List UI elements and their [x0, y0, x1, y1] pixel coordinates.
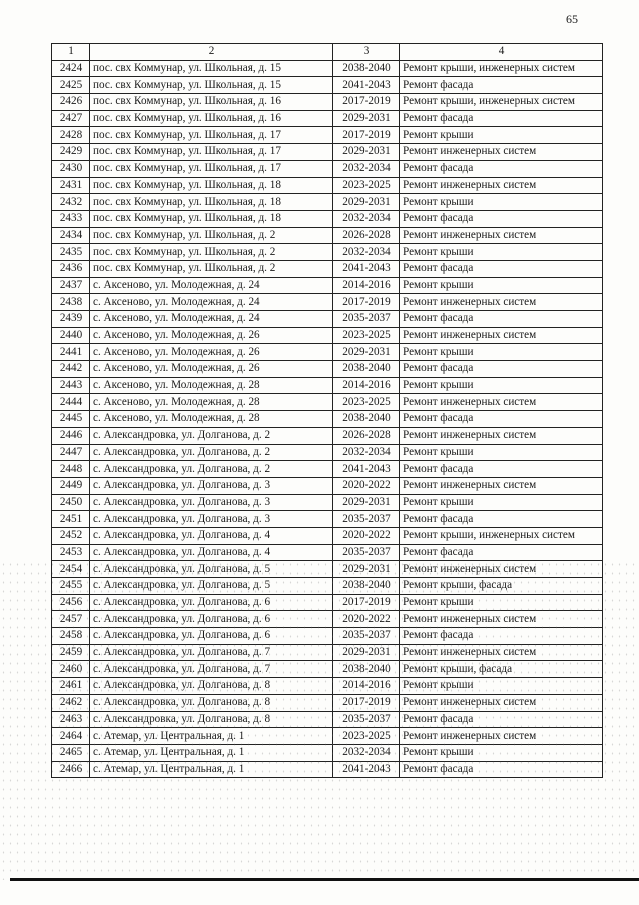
address-cell: с. Александровка, ул. Долганова, д. 5 — [90, 561, 333, 578]
work-type-cell: Ремонт фасада — [400, 210, 603, 227]
work-type-cell: Ремонт фасада — [400, 628, 603, 645]
work-type-cell: Ремонт фасада — [400, 260, 603, 277]
address-cell: пос. свх Коммунар, ул. Школьная, д. 18 — [90, 210, 333, 227]
years-cell: 2017-2019 — [333, 294, 400, 311]
address-cell: с. Александровка, ул. Долганова, д. 7 — [90, 661, 333, 678]
work-type-cell: Ремонт фасада — [400, 544, 603, 561]
work-type-cell: Ремонт крыши — [400, 194, 603, 211]
row-number-cell: 2453 — [52, 544, 90, 561]
years-cell: 2035-2037 — [333, 711, 400, 728]
address-cell: с. Аксеново, ул. Молодежная, д. 24 — [90, 294, 333, 311]
work-type-cell: Ремонт фасада — [400, 461, 603, 478]
address-cell: с. Аксеново, ул. Молодежная, д. 24 — [90, 277, 333, 294]
table-row — [52, 394, 603, 411]
header-col-1: 1 — [52, 44, 90, 61]
address-cell: с. Александровка, ул. Долганова, д. 5 — [90, 578, 333, 595]
header-col-3: 3 — [333, 44, 400, 61]
table-row — [52, 578, 603, 595]
work-type-cell: Ремонт фасада — [400, 711, 603, 728]
row-number-cell: 2438 — [52, 294, 90, 311]
address-cell: пос. свх Коммунар, ул. Школьная, д. 2 — [90, 260, 333, 277]
years-cell: 2023-2025 — [333, 394, 400, 411]
table-row — [52, 711, 603, 728]
years-cell: 2023-2025 — [333, 728, 400, 745]
address-cell: с. Аксеново, ул. Молодежная, д. 24 — [90, 311, 333, 328]
years-cell: 2035-2037 — [333, 311, 400, 328]
table-row — [52, 144, 603, 161]
table-row — [52, 427, 603, 444]
work-type-cell: Ремонт крыши — [400, 678, 603, 695]
row-number-cell: 2462 — [52, 694, 90, 711]
work-type-cell: Ремонт крыши, инженерных систем — [400, 94, 603, 111]
work-type-cell: Ремонт крыши — [400, 444, 603, 461]
address-cell: с. Александровка, ул. Долганова, д. 4 — [90, 544, 333, 561]
row-number-cell: 2440 — [52, 327, 90, 344]
row-number-cell: 2447 — [52, 444, 90, 461]
work-type-cell: Ремонт крыши — [400, 244, 603, 261]
table-row — [52, 594, 603, 611]
address-cell: с. Александровка, ул. Долганова, д. 8 — [90, 678, 333, 695]
table-row — [52, 527, 603, 544]
table-row — [52, 160, 603, 177]
years-cell: 2041-2043 — [333, 77, 400, 94]
years-cell: 2032-2034 — [333, 744, 400, 761]
years-cell: 2020-2022 — [333, 611, 400, 628]
table-row — [52, 644, 603, 661]
scan-edge-line — [10, 878, 639, 881]
row-number-cell: 2435 — [52, 244, 90, 261]
address-cell: пос. свх Коммунар, ул. Школьная, д. 16 — [90, 110, 333, 127]
years-cell: 2035-2037 — [333, 628, 400, 645]
work-type-cell: Ремонт инженерных систем — [400, 561, 603, 578]
row-number-cell: 2429 — [52, 144, 90, 161]
work-type-cell: Ремонт фасада — [400, 77, 603, 94]
header-col-4: 4 — [400, 44, 603, 61]
work-type-cell: Ремонт крыши — [400, 127, 603, 144]
work-type-cell: Ремонт крыши — [400, 377, 603, 394]
table-row — [52, 728, 603, 745]
address-cell: с. Александровка, ул. Долганова, д. 7 — [90, 644, 333, 661]
address-cell: пос. свх Коммунар, ул. Школьная, д. 15 — [90, 77, 333, 94]
table-row — [52, 461, 603, 478]
table-row — [52, 311, 603, 328]
row-number-cell: 2466 — [52, 761, 90, 778]
work-type-cell: Ремонт инженерных систем — [400, 294, 603, 311]
table-row — [52, 494, 603, 511]
table-row — [52, 361, 603, 378]
address-cell: пос. свх Коммунар, ул. Школьная, д. 18 — [90, 194, 333, 211]
years-cell: 2023-2025 — [333, 177, 400, 194]
row-number-cell: 2434 — [52, 227, 90, 244]
row-number-cell: 2446 — [52, 427, 90, 444]
address-cell: с. Аксеново, ул. Молодежная, д. 26 — [90, 327, 333, 344]
years-cell: 2014-2016 — [333, 678, 400, 695]
address-cell: пос. свх Коммунар, ул. Школьная, д. 15 — [90, 60, 333, 77]
work-type-cell: Ремонт крыши — [400, 277, 603, 294]
row-number-cell: 2428 — [52, 127, 90, 144]
table-row — [52, 327, 603, 344]
header-row — [52, 44, 603, 61]
row-number-cell: 2459 — [52, 644, 90, 661]
row-number-cell: 2463 — [52, 711, 90, 728]
row-number-cell: 2432 — [52, 194, 90, 211]
row-number-cell: 2426 — [52, 94, 90, 111]
address-cell: с. Аксеново, ул. Молодежная, д. 28 — [90, 394, 333, 411]
work-type-cell: Ремонт крыши — [400, 494, 603, 511]
row-number-cell: 2441 — [52, 344, 90, 361]
table-row — [52, 277, 603, 294]
work-type-cell: Ремонт инженерных систем — [400, 644, 603, 661]
table-row — [52, 194, 603, 211]
address-cell: с. Аксеново, ул. Молодежная, д. 28 — [90, 411, 333, 428]
years-cell: 2041-2043 — [333, 260, 400, 277]
address-cell: пос. свх Коммунар, ул. Школьная, д. 17 — [90, 160, 333, 177]
row-number-cell: 2456 — [52, 594, 90, 611]
row-number-cell: 2464 — [52, 728, 90, 745]
address-cell: с. Александровка, ул. Долганова, д. 8 — [90, 694, 333, 711]
table-row — [52, 127, 603, 144]
header-col-2: 2 — [90, 44, 333, 61]
table-row — [52, 94, 603, 111]
address-cell: с. Александровка, ул. Долганова, д. 3 — [90, 511, 333, 528]
years-cell: 2032-2034 — [333, 444, 400, 461]
table-row — [52, 227, 603, 244]
address-cell: с. Александровка, ул. Долганова, д. 3 — [90, 477, 333, 494]
work-type-cell: Ремонт фасада — [400, 411, 603, 428]
address-cell: с. Аксеново, ул. Молодежная, д. 28 — [90, 377, 333, 394]
years-cell: 2038-2040 — [333, 411, 400, 428]
row-number-cell: 2451 — [52, 511, 90, 528]
years-cell: 2029-2031 — [333, 194, 400, 211]
work-type-cell: Ремонт крыши — [400, 344, 603, 361]
row-number-cell: 2460 — [52, 661, 90, 678]
row-number-cell: 2452 — [52, 527, 90, 544]
row-number-cell: 2431 — [52, 177, 90, 194]
row-number-cell: 2445 — [52, 411, 90, 428]
table-row — [52, 60, 603, 77]
table-row — [52, 260, 603, 277]
years-cell: 2038-2040 — [333, 60, 400, 77]
address-cell: пос. свх Коммунар, ул. Школьная, д. 16 — [90, 94, 333, 111]
table-row — [52, 444, 603, 461]
table-row — [52, 561, 603, 578]
years-cell: 2032-2034 — [333, 244, 400, 261]
row-number-cell: 2444 — [52, 394, 90, 411]
years-cell: 2017-2019 — [333, 694, 400, 711]
table-row — [52, 611, 603, 628]
years-cell: 2035-2037 — [333, 544, 400, 561]
years-cell: 2038-2040 — [333, 361, 400, 378]
page-number: 65 — [566, 12, 578, 26]
work-type-cell: Ремонт фасада — [400, 361, 603, 378]
work-type-cell: Ремонт инженерных систем — [400, 177, 603, 194]
table-row — [52, 294, 603, 311]
row-number-cell: 2436 — [52, 260, 90, 277]
years-cell: 2020-2022 — [333, 527, 400, 544]
years-cell: 2038-2040 — [333, 578, 400, 595]
work-type-cell: Ремонт фасада — [400, 761, 603, 778]
work-type-cell: Ремонт фасада — [400, 311, 603, 328]
table-row — [52, 511, 603, 528]
table-row — [52, 761, 603, 778]
address-cell: с. Атемар, ул. Центральная, д. 1 — [90, 761, 333, 778]
table-row — [52, 244, 603, 261]
work-type-cell: Ремонт крыши, инженерных систем — [400, 527, 603, 544]
years-cell: 2041-2043 — [333, 761, 400, 778]
row-number-cell: 2427 — [52, 110, 90, 127]
address-cell: пос. свх Коммунар, ул. Школьная, д. 17 — [90, 127, 333, 144]
table-row — [52, 744, 603, 761]
work-type-cell: Ремонт инженерных систем — [400, 227, 603, 244]
address-cell: с. Александровка, ул. Долганова, д. 8 — [90, 711, 333, 728]
table-row — [52, 210, 603, 227]
table-row — [52, 177, 603, 194]
years-cell: 2026-2028 — [333, 427, 400, 444]
years-cell: 2029-2031 — [333, 644, 400, 661]
years-cell: 2032-2034 — [333, 160, 400, 177]
years-cell: 2029-2031 — [333, 110, 400, 127]
work-type-cell: Ремонт крыши — [400, 744, 603, 761]
row-number-cell: 2454 — [52, 561, 90, 578]
years-cell: 2029-2031 — [333, 494, 400, 511]
row-number-cell: 2443 — [52, 377, 90, 394]
work-type-cell: Ремонт крыши, фасада — [400, 661, 603, 678]
table-row — [52, 477, 603, 494]
years-cell: 2023-2025 — [333, 327, 400, 344]
row-number-cell: 2457 — [52, 611, 90, 628]
work-type-cell: Ремонт крыши, фасада — [400, 578, 603, 595]
table-row — [52, 377, 603, 394]
table-row — [52, 110, 603, 127]
address-cell: с. Александровка, ул. Долганова, д. 2 — [90, 461, 333, 478]
row-number-cell: 2461 — [52, 678, 90, 695]
work-type-cell: Ремонт инженерных систем — [400, 694, 603, 711]
work-type-cell: Ремонт инженерных систем — [400, 728, 603, 745]
years-cell: 2029-2031 — [333, 144, 400, 161]
table-row — [52, 678, 603, 695]
address-cell: с. Александровка, ул. Долганова, д. 2 — [90, 427, 333, 444]
address-cell: с. Александровка, ул. Долганова, д. 6 — [90, 611, 333, 628]
row-number-cell: 2449 — [52, 477, 90, 494]
work-type-cell: Ремонт фасада — [400, 110, 603, 127]
row-number-cell: 2424 — [52, 60, 90, 77]
years-cell: 2014-2016 — [333, 377, 400, 394]
row-number-cell: 2442 — [52, 361, 90, 378]
table-row — [52, 694, 603, 711]
years-cell: 2029-2031 — [333, 344, 400, 361]
row-number-cell: 2465 — [52, 744, 90, 761]
years-cell: 2014-2016 — [333, 277, 400, 294]
address-cell: с. Атемар, ул. Центральная, д. 1 — [90, 728, 333, 745]
address-cell: с. Аксеново, ул. Молодежная, д. 26 — [90, 344, 333, 361]
years-cell: 2035-2037 — [333, 511, 400, 528]
years-cell: 2041-2043 — [333, 461, 400, 478]
years-cell: 2026-2028 — [333, 227, 400, 244]
address-cell: с. Александровка, ул. Долганова, д. 6 — [90, 594, 333, 611]
work-type-cell: Ремонт инженерных систем — [400, 477, 603, 494]
years-cell: 2038-2040 — [333, 661, 400, 678]
work-type-cell: Ремонт инженерных систем — [400, 394, 603, 411]
row-number-cell: 2455 — [52, 578, 90, 595]
row-number-cell: 2437 — [52, 277, 90, 294]
address-cell: пос. свх Коммунар, ул. Школьная, д. 2 — [90, 244, 333, 261]
years-cell: 2032-2034 — [333, 210, 400, 227]
work-type-cell: Ремонт фасада — [400, 160, 603, 177]
row-number-cell: 2450 — [52, 494, 90, 511]
years-cell: 2029-2031 — [333, 561, 400, 578]
work-type-cell: Ремонт инженерных систем — [400, 144, 603, 161]
address-cell: пос. свх Коммунар, ул. Школьная, д. 18 — [90, 177, 333, 194]
address-cell: с. Александровка, ул. Долганова, д. 3 — [90, 494, 333, 511]
address-cell: пос. свх Коммунар, ул. Школьная, д. 2 — [90, 227, 333, 244]
work-type-cell: Ремонт фасада — [400, 511, 603, 528]
table-row — [52, 411, 603, 428]
row-number-cell: 2430 — [52, 160, 90, 177]
work-type-cell: Ремонт крыши, инженерных систем — [400, 60, 603, 77]
address-cell: пос. свх Коммунар, ул. Школьная, д. 17 — [90, 144, 333, 161]
row-number-cell: 2458 — [52, 628, 90, 645]
address-cell: с. Аксеново, ул. Молодежная, д. 26 — [90, 361, 333, 378]
register-table — [51, 43, 603, 778]
row-number-cell: 2433 — [52, 210, 90, 227]
work-type-cell: Ремонт крыши — [400, 594, 603, 611]
years-cell: 2017-2019 — [333, 594, 400, 611]
table-row — [52, 628, 603, 645]
row-number-cell: 2448 — [52, 461, 90, 478]
years-cell: 2017-2019 — [333, 127, 400, 144]
row-number-cell: 2425 — [52, 77, 90, 94]
address-cell: с. Александровка, ул. Долганова, д. 2 — [90, 444, 333, 461]
table-row — [52, 661, 603, 678]
table-row — [52, 77, 603, 94]
work-type-cell: Ремонт инженерных систем — [400, 327, 603, 344]
years-cell: 2020-2022 — [333, 477, 400, 494]
address-cell: с. Александровка, ул. Долганова, д. 4 — [90, 527, 333, 544]
address-cell: с. Атемар, ул. Центральная, д. 1 — [90, 744, 333, 761]
table-row — [52, 344, 603, 361]
table-row — [52, 544, 603, 561]
address-cell: с. Александровка, ул. Долганова, д. 6 — [90, 628, 333, 645]
years-cell: 2017-2019 — [333, 94, 400, 111]
row-number-cell: 2439 — [52, 311, 90, 328]
work-type-cell: Ремонт инженерных систем — [400, 427, 603, 444]
work-type-cell: Ремонт инженерных систем — [400, 611, 603, 628]
